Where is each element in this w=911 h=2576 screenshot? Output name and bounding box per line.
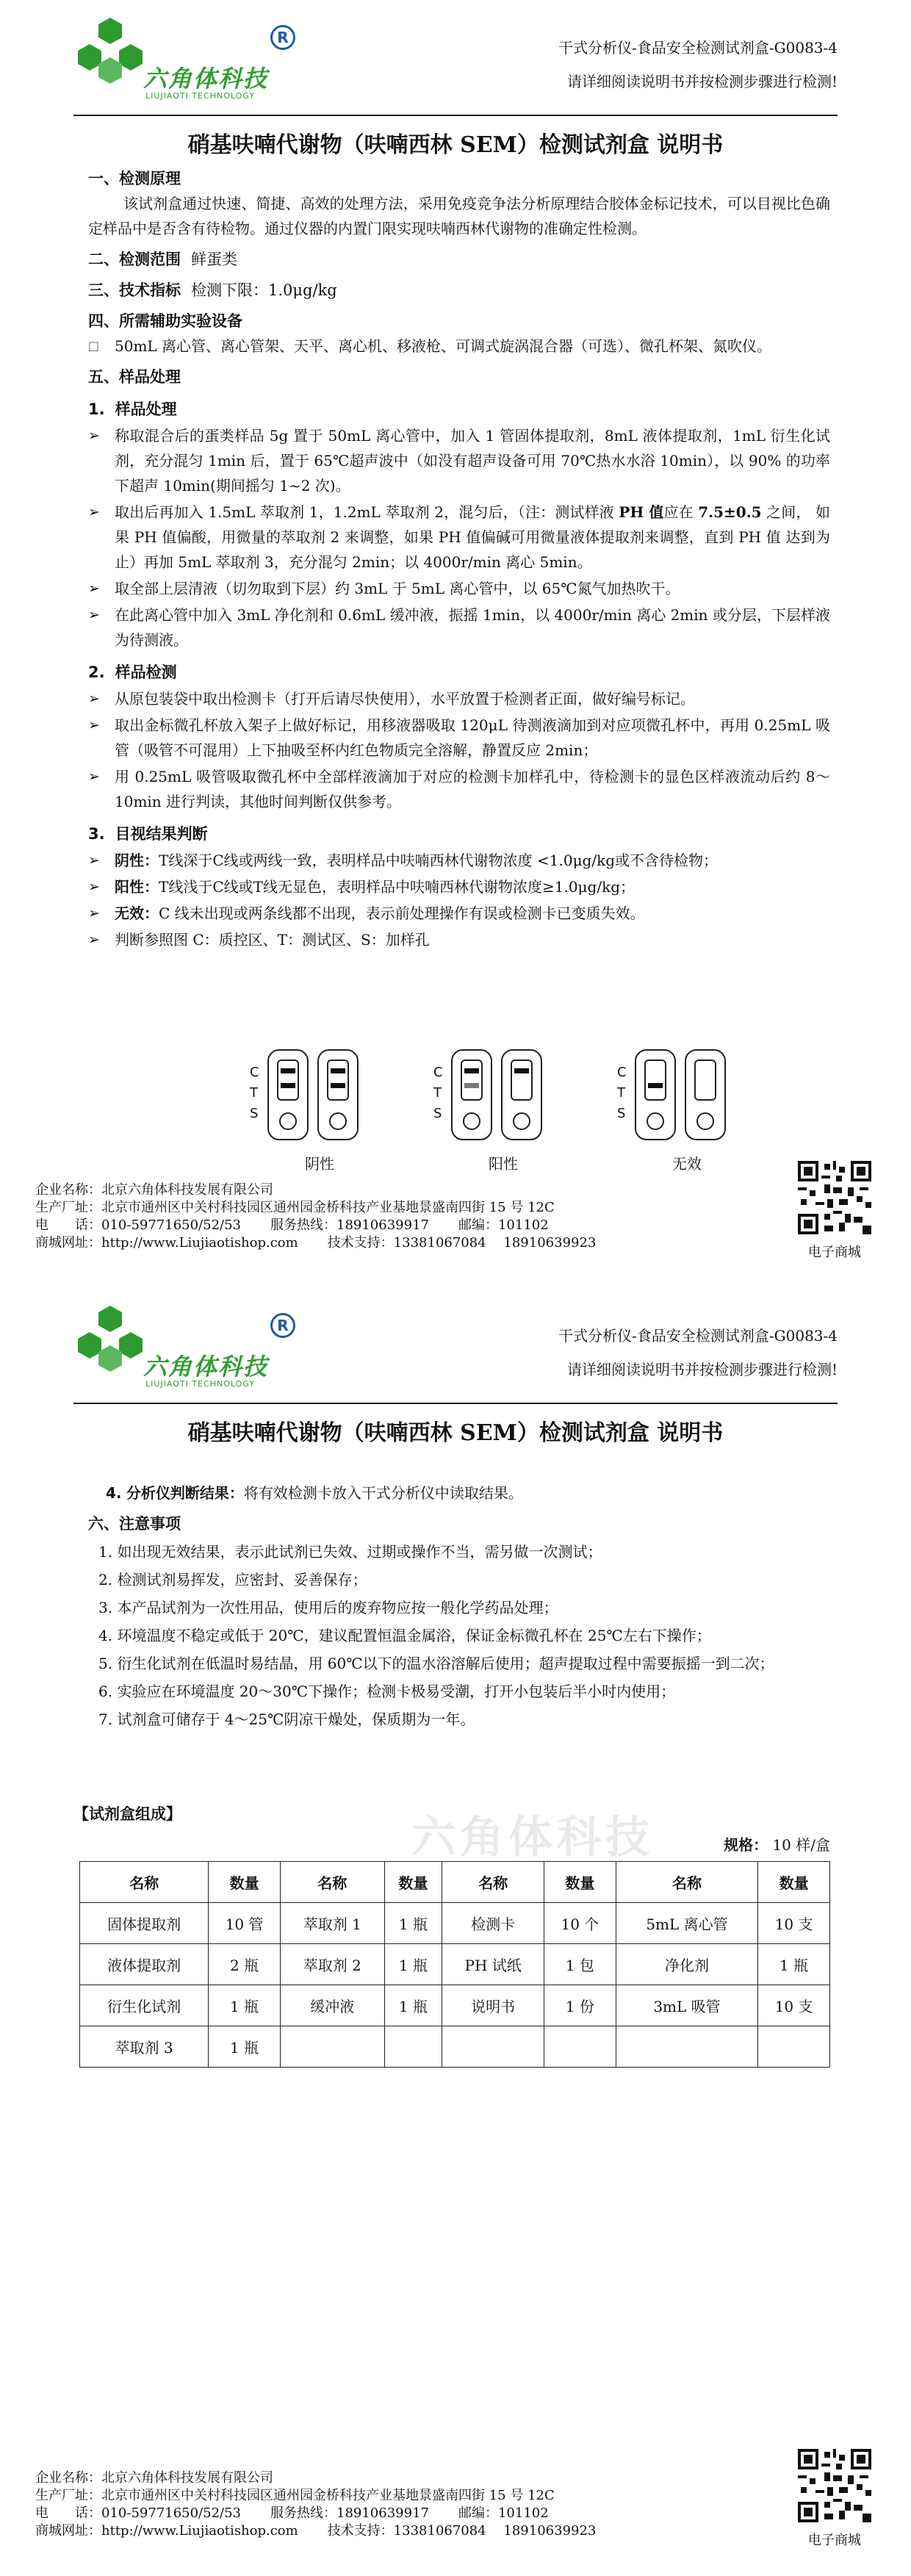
sub-title: 样品检测	[115, 663, 177, 681]
analyzer-text: 将有效检测卡放入干式分析仪中读取结果。	[243, 1484, 523, 1502]
footer-postcode: 邮编：101102	[458, 1217, 549, 1233]
table-cell: 2 瓶	[209, 1944, 281, 1985]
reference-note: ➢ 判断参照图 C：质控区、T：测试区、S：加样孔	[88, 927, 830, 952]
section-equipment-title: 四、所需辅助实验设备	[88, 312, 242, 330]
test-cassette	[317, 1049, 359, 1140]
table-cell: 1 份	[544, 1985, 616, 2026]
section-equipment-text: □ 50mL 离心管、离心管架、天平、离心机、移液枪、可调式旋涡混合器（可选）、微孔杯架、氮吹仪。	[88, 334, 830, 359]
header-notice: 请详细阅读说明书并按检测步骤进行检测!	[566, 73, 838, 90]
page-footer	[35, 2469, 596, 2540]
zone-s-letter: S	[617, 1106, 626, 1121]
section-scope-value: 鲜蛋类	[191, 251, 237, 268]
zone-c-letter: C	[433, 1065, 443, 1080]
diagram-label: 阴性	[305, 1155, 334, 1173]
result-window	[511, 1059, 533, 1101]
footer-contact-row	[35, 2505, 596, 2522]
section-notes-title: 六、注意事项	[88, 1515, 181, 1533]
footer-factory: 生产厂址：北京市通州区中关村科技园区通州园金桥科技产业基地景盛南四街 15 号 12C	[35, 2488, 555, 2503]
kit-spec	[724, 1833, 830, 1854]
zone-letters	[617, 1062, 627, 1124]
table-header: 名称	[616, 1862, 757, 1903]
sample-hole	[647, 1112, 664, 1130]
step-text: 取出后再加入 1.5mL 萃取剂 1，1.2mL 萃取剂 2，混匀后，（注：测试样液	[115, 503, 619, 521]
instruction-page-2	[0, 1288, 911, 2576]
table-cell	[442, 2026, 544, 2068]
zone-letters	[433, 1062, 443, 1124]
table-cell: 萃取剂 2	[280, 1944, 384, 1985]
result-positive	[88, 874, 830, 899]
table-cell: 检测卡	[442, 1903, 544, 1944]
result-window	[327, 1059, 349, 1101]
reference-diagrams	[250, 1049, 764, 1174]
table-cell	[544, 2026, 616, 2068]
qr-label: 电子商城	[808, 1245, 861, 1260]
header-info	[558, 1319, 838, 1386]
c-line	[281, 1068, 295, 1073]
page1-body	[88, 160, 830, 952]
t-line	[648, 1083, 663, 1088]
step-item: ➢ 从原包装袋中取出检测卡（打开后请尽快使用），水平放置于检测者正面，做好编号标记。	[88, 686, 830, 711]
header-divider	[73, 115, 838, 116]
footer-web-row	[35, 2522, 596, 2540]
result-window	[644, 1059, 666, 1101]
footer-mall-link[interactable]: 商城网址：http://www.Liujiaotishop.com	[35, 2523, 298, 2539]
sub-number: 3.	[88, 825, 105, 843]
result-label: 阳性：	[115, 878, 159, 896]
step-text: 之间， 如果 PH 值偏酸，用微量的萃取剂 2 来调整，如果 PH 值偏碱可用微量液体提取剂来调整，直到 PH 值 达到为止）再加 5mL 萃取剂 3，充分混匀 2min；以 4000r/min 离心 5min。	[115, 503, 831, 571]
result-window	[694, 1059, 716, 1101]
sub-sample-detection	[88, 660, 830, 685]
notes-list	[88, 1539, 830, 1732]
table-cell: 1 包	[544, 1944, 616, 1985]
diagram-invalid	[617, 1049, 764, 1174]
table-cell: 1 瓶	[384, 1985, 442, 2026]
table-cell: PH 试纸	[442, 1944, 544, 1985]
product-code: 干式分析仪-食品安全检测试剂盒-G0083-4	[558, 39, 838, 57]
hexagon-logo-icon	[73, 1303, 147, 1384]
table-cell: 1 瓶	[209, 1985, 281, 2026]
table-cell	[616, 2026, 757, 2068]
spec-label: 规格：	[724, 1836, 768, 1854]
table-header: 名称	[280, 1862, 384, 1903]
sample-hole	[329, 1112, 347, 1130]
logo-chinese-name: 六角体科技	[143, 65, 269, 93]
logo-english-name: LIUJIAOTI TECHNOLOGY	[145, 91, 255, 101]
t-line	[281, 1083, 295, 1088]
footer-postcode: 邮编：101102	[458, 2505, 549, 2521]
ph-range: 7.5±0.5	[698, 503, 762, 521]
table-row	[80, 1985, 830, 2026]
footer-mall-link[interactable]: 商城网址：http://www.Liujiaotishop.com	[35, 1235, 298, 1251]
result-label: 无效：	[115, 904, 159, 922]
result-negative	[88, 848, 830, 873]
qr-code-icon[interactable]	[798, 1161, 871, 1234]
sub-number: 2.	[88, 663, 105, 681]
diagram-label: 无效	[672, 1155, 702, 1173]
sub-title: 目视结果判断	[115, 825, 208, 843]
footer-factory: 生产厂址：北京市通州区中关村科技园区通州园金桥科技产业基地景盛南四街 15 号 12C	[35, 1200, 555, 1215]
zone-s-letter: S	[250, 1106, 259, 1121]
test-cassette	[501, 1049, 542, 1140]
sub-visual-judgement	[88, 821, 830, 846]
note-item: 7. 试剂盒可储存于 4～25℃阴凉干燥处，保质期为一年。	[98, 1710, 475, 1728]
footer-web-row	[35, 1234, 596, 1252]
diagram-negative	[250, 1049, 397, 1174]
t-line	[331, 1083, 345, 1088]
table-cell: 说明书	[442, 1985, 544, 2026]
table-cell: 10 管	[209, 1903, 281, 1944]
note-item: 6. 实验应在环境温度 20～30℃下操作；检测卡极易受潮，打开小包装后半小时内使用；	[98, 1683, 676, 1700]
qr-code-icon[interactable]	[798, 2449, 871, 2522]
footer-company: 企业名称：北京六角体科技发展有限公司	[35, 2470, 273, 2486]
sample-hole	[696, 1112, 714, 1130]
footer-service: 服务热线：18910639917	[270, 2505, 429, 2521]
table-cell: 10 个	[544, 1903, 616, 1944]
table-row	[80, 1944, 830, 1985]
result-invalid	[88, 901, 830, 926]
footer-contact-row	[35, 1217, 596, 1234]
document-title: 硝基呋喃代谢物（呋喃西林 SEM）检测试剂盒 说明书	[187, 132, 724, 158]
diagram-label: 阳性	[489, 1155, 518, 1173]
result-label: 阴性：	[115, 852, 159, 869]
hexagon-logo-icon	[73, 15, 147, 96]
table-header: 数量	[758, 1862, 830, 1903]
section-scope	[88, 247, 830, 272]
table-row	[80, 2026, 830, 2068]
product-code: 干式分析仪-食品安全检测试剂盒-G0083-4	[558, 1327, 838, 1345]
table-cell: 萃取剂 3	[80, 2026, 209, 2068]
sample-hole	[513, 1112, 530, 1130]
page-footer	[35, 1181, 596, 1252]
note-item: 1. 如出现无效结果，表示此试剂已失效、过期或操作不当，需另做一次测试；	[98, 1543, 602, 1561]
table-cell: 10 支	[758, 1985, 830, 2026]
footer-phone: 电 话：010-59771650/52/53	[35, 2505, 241, 2521]
note-item: 3. 本产品试剂为一次性用品，使用后的废弃物应按一般化学药品处理；	[98, 1599, 558, 1616]
sub-number: 1.	[88, 400, 105, 418]
step-item: ➢ 用 0.25mL 吸管吸取微孔杯中全部样液滴加于对应的检测卡加样孔中，待检测卡的显色区样液流动后约 8～10min 进行判读，其他时间判断仅供参考。	[88, 764, 830, 814]
t-line	[464, 1083, 479, 1088]
footer-service: 服务热线：18910639917	[270, 1217, 429, 1233]
step-item: ➢ 称取混合后的蛋类样品 5g 置于 50mL 离心管中，加入 1 管固体提取剂，8mL 液体提取剂，1mL 衍生化试剂，充分混匀 1min 后，置于 65℃超声波中（如没有超声设备可用 70℃热水水浴 10min），以 90% 的功率下超声 10min(期间摇匀 1~2 次)。	[88, 423, 830, 498]
table-cell: 萃取剂 1	[280, 1903, 384, 1944]
header-notice: 请详细阅读说明书并按检测步骤进行检测!	[566, 1361, 838, 1378]
footer-company: 企业名称：北京六角体科技发展有限公司	[35, 1182, 273, 1198]
section-scope-title: 二、检测范围	[88, 251, 181, 268]
note-item: 2. 检测试剂易挥发，应密封、妥善保存；	[98, 1571, 367, 1589]
result-text: T线浅于C线或T线无显色，表明样品中呋喃西林代谢物浓度≥1.0μg/kg；	[159, 878, 635, 896]
table-cell: 缓冲液	[280, 1985, 384, 2026]
note-item: 5. 衍生化试剂在低温时易结晶，用 60℃以下的温水浴溶解后使用；超声提取过程中需要振摇一到二次；	[98, 1655, 774, 1672]
registered-mark: R	[270, 25, 295, 50]
result-window	[461, 1059, 483, 1101]
step-item: ➢ 在此离心管中加入 3mL 净化剂和 0.6mL 缓冲液，振摇 1min，以 4000r/min 离心 2min 或分层，下层样液为待测液。	[88, 602, 830, 652]
section-spec	[88, 278, 830, 303]
kit-composition-title: 【试剂盒组成】	[73, 1805, 181, 1823]
section-principle-title: 一、检测原理	[88, 170, 181, 187]
test-cassette	[685, 1049, 726, 1140]
registered-mark: R	[270, 1313, 295, 1338]
page-header	[73, 15, 838, 110]
footer-support: 技术支持：13381067084 18910639923	[327, 2523, 597, 2539]
note-item: 4. 环境温度不稳定或低于 20℃，建议配置恒温金属浴，保证金标微孔杯在 25℃左右下操作；	[98, 1627, 711, 1644]
sub-sample-processing	[88, 397, 830, 422]
step-item: ➢ 取出金标微孔杯放入架子上做好标记，用移液器吸取 120μL 待测液滴加到对应项微孔杯中，再用 0.25mL 吸管（吸管不可混用）上下抽吸至杯内红色物质完全溶解，静置反应 2min；	[88, 713, 830, 763]
result-text: C 线未出现或两条线都不出现，表示前处理操作有误或检测卡已变质失效。	[159, 904, 645, 922]
test-cassette	[451, 1049, 492, 1140]
analyzer-label: 分析仪判断结果：	[126, 1484, 244, 1502]
step-item	[88, 500, 830, 575]
document-title: 硝基呋喃代谢物（呋喃西林 SEM）检测试剂盒 说明书	[187, 1420, 724, 1446]
page-header	[73, 1303, 838, 1398]
diagram-positive	[433, 1049, 580, 1174]
zone-t-letter: T	[250, 1085, 258, 1101]
table-header: 名称	[442, 1862, 544, 1903]
qr-label: 电子商城	[808, 2533, 861, 2548]
footer-phone: 电 话：010-59771650/52/53	[35, 1217, 241, 1233]
analyzer-number: 4.	[106, 1484, 122, 1502]
header-divider	[73, 1403, 838, 1404]
analyzer-result	[88, 1481, 830, 1505]
result-text: T线深于C线或两线一致，表明样品中呋喃西林代谢物浓度 <1.0μg/kg或不含待检物；	[159, 852, 719, 869]
spec-value: 10 样/盒	[772, 1836, 830, 1854]
watermark-text: 六角体科技	[411, 1812, 654, 1863]
test-cassette	[267, 1049, 309, 1140]
step-text: 应在	[663, 503, 699, 521]
section-spec-title: 三、技术指标	[88, 281, 181, 299]
sub-title: 样品处理	[115, 400, 177, 418]
zone-c-letter: C	[617, 1065, 627, 1080]
section-spec-value: 检测下限：1.0μg/kg	[191, 281, 337, 299]
company-logo	[73, 15, 294, 110]
step-item: ➢ 取全部上层清液（切勿取到下层）约 3mL 于 5mL 离心管中，以 65℃氮气加热吹干。	[88, 576, 830, 601]
zone-letters	[250, 1062, 259, 1124]
header-info	[558, 31, 838, 98]
table-cell: 3mL 吸管	[616, 1985, 757, 2026]
table-header: 数量	[544, 1862, 616, 1903]
c-line	[331, 1068, 345, 1073]
table-cell: 10 支	[758, 1903, 830, 1944]
table-cell: 1 瓶	[209, 2026, 281, 2068]
section-principle-text: 该试剂盒通过快速、简捷、高效的处理方法，采用免疫竞争法分析原理结合胶体金标记技术，可以目视比色确定样品中是否含有待检物。通过仪器的内置门限实现呋喃西林代谢物的准确定性检测。	[88, 195, 830, 237]
table-cell: 1 瓶	[384, 1903, 442, 1944]
table-cell	[758, 2026, 830, 2068]
zone-s-letter: S	[433, 1106, 442, 1121]
table-cell: 5mL 离心管	[616, 1903, 757, 1944]
table-cell: 固体提取剂	[80, 1903, 209, 1944]
sample-hole	[279, 1112, 297, 1130]
company-logo	[73, 1303, 294, 1398]
c-line	[514, 1068, 529, 1073]
table-cell	[280, 2026, 384, 2068]
zone-t-letter: T	[617, 1085, 625, 1101]
sample-hole	[463, 1112, 480, 1130]
logo-english-name: LIUJIAOTI TECHNOLOGY	[145, 1379, 255, 1389]
zone-t-letter: T	[433, 1085, 442, 1101]
table-cell: 1 瓶	[758, 1944, 830, 1985]
zone-c-letter: C	[250, 1065, 259, 1080]
kit-composition-table	[79, 1861, 830, 2068]
table-cell: 净化剂	[616, 1944, 757, 1985]
table-cell	[384, 2026, 442, 2068]
table-header-row	[80, 1862, 830, 1903]
logo-chinese-name: 六角体科技	[143, 1353, 269, 1381]
table-cell: 衍生化试剂	[80, 1985, 209, 2026]
section-sample-title: 五、样品处理	[88, 368, 181, 386]
c-line	[464, 1068, 479, 1073]
footer-support: 技术支持：13381067084 18910639923	[327, 1235, 597, 1251]
table-header: 名称	[80, 1862, 209, 1903]
table-cell: 液体提取剂	[80, 1944, 209, 1985]
page2-body	[88, 1481, 830, 1735]
result-window	[277, 1059, 299, 1101]
table-header: 数量	[384, 1862, 442, 1903]
table-cell: 1 瓶	[384, 1944, 442, 1985]
test-cassette	[635, 1049, 676, 1140]
table-header: 数量	[209, 1862, 281, 1903]
ph-label: PH 值	[619, 503, 664, 521]
table-row	[80, 1903, 830, 1944]
